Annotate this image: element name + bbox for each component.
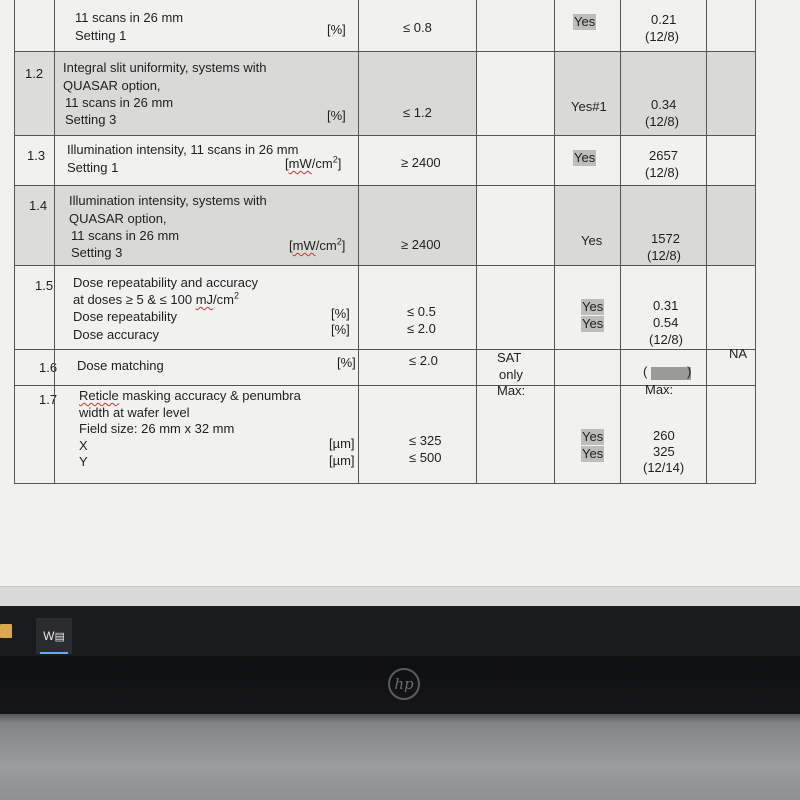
description-cell (54, 186, 358, 265)
description-cell (54, 266, 358, 349)
description-line: Reticle masking accuracy & penumbra (79, 388, 301, 403)
unit-label: [µm] (329, 453, 355, 468)
value-cell (620, 136, 706, 185)
measured-date: (12/8) (645, 165, 679, 180)
na-cell (706, 52, 756, 135)
description-line: Illumination intensity, 11 scans in 26 mm (67, 142, 299, 157)
redacted-value (651, 365, 691, 381)
description-line: 11 scans in 26 mm (75, 10, 184, 25)
status-label: only (499, 367, 523, 382)
row-id-cell (14, 186, 54, 265)
spec-value: ≤ 2.0 (409, 353, 438, 368)
page-bottom-edge (0, 586, 800, 606)
measured-date: (12/8) (647, 248, 681, 263)
na-cell (706, 186, 756, 265)
ok-cell (554, 0, 620, 51)
ok-cell (554, 52, 620, 135)
ok-value: Yes (582, 446, 604, 461)
description-line: Setting 3 (71, 245, 123, 260)
na-cell (706, 136, 756, 185)
description-line: width at wafer level (79, 405, 190, 420)
description-line: 11 scans in 26 mm (71, 228, 180, 243)
max-label: Max: (645, 382, 674, 397)
row-id: 1.6 (39, 360, 58, 375)
spec-value: ≤ 325 (409, 433, 442, 448)
value-cell (620, 350, 706, 385)
status-label: SAT (497, 350, 522, 365)
description-line: Setting 3 (65, 112, 117, 127)
ok-cell (554, 350, 620, 385)
spec-value: ≤ 500 (409, 450, 442, 465)
row-id-cell (14, 350, 58, 385)
description-line: Setting 1 (75, 28, 127, 43)
spec-cell (358, 266, 476, 349)
description-line: Field size: 26 mm x 32 mm (79, 421, 235, 436)
spec-cell (358, 386, 476, 483)
row-id: 1.3 (27, 148, 46, 163)
row-id-cell (14, 136, 54, 185)
hp-logo (388, 668, 420, 700)
spec-cell (358, 52, 476, 135)
value-cell (620, 52, 706, 135)
measured-value: 0.54 (653, 315, 679, 330)
status-cell (476, 0, 554, 51)
unit-label: $[mW/cm^2]$ (285, 154, 342, 171)
ok-value: Yes (581, 233, 603, 248)
table-row-1-1 (14, 0, 756, 52)
ok-cell (554, 186, 620, 265)
status-cell (476, 136, 554, 185)
description-cell (54, 0, 358, 51)
measured-value: 0.21 (651, 12, 677, 27)
description-line: Dose repeatability and accuracy (73, 275, 258, 290)
spec-value: ≤ 0.8 (403, 20, 432, 35)
status-cell (476, 383, 554, 483)
description-line: QUASAR option, (69, 211, 167, 226)
unit-label: $[mW/cm^2]$ (289, 236, 346, 253)
status-cell (476, 266, 554, 349)
ok-cell (554, 136, 620, 185)
ok-value: Yes (582, 316, 604, 331)
ok-value: Yes#1 (571, 99, 607, 114)
description-line: Illumination intensity, systems with (69, 193, 267, 208)
row-id-cell (14, 266, 54, 349)
measured-value: 0.31 (653, 298, 679, 313)
measured-value: 325 (653, 444, 675, 459)
description-line: QUASAR option, (63, 78, 161, 93)
description-cell (54, 136, 358, 185)
table-row-1-6 (14, 346, 756, 386)
unit-label: [%] (337, 355, 356, 370)
word-app-icon[interactable]: W ▤ (36, 618, 72, 654)
description-line: X (79, 438, 88, 453)
measured-date: (12/8) (649, 332, 683, 347)
word-icon-label: W (43, 629, 55, 643)
spec-cell (358, 186, 476, 265)
measured-date: (12/8) (645, 114, 679, 129)
unit-label: [µm] (329, 436, 355, 451)
status-cell (476, 52, 554, 135)
measured-date: (12/8) (645, 29, 679, 44)
taskbar (0, 606, 800, 656)
spec-value: ≤ 0.5 (407, 304, 436, 319)
na-cell (706, 0, 756, 51)
spec-cell (358, 136, 476, 185)
row-id-cell (14, 0, 54, 51)
row-id: 1.4 (29, 198, 48, 213)
description-cell (54, 350, 358, 385)
table-row-1-4 (14, 186, 756, 266)
description-line: Dose accuracy (73, 327, 159, 342)
measured-value: 2657 (649, 148, 678, 163)
monitor-stand-edge (0, 714, 800, 724)
description-line: Integral slit uniformity, systems with (63, 60, 267, 75)
status-cell (476, 186, 554, 265)
na-cell (706, 346, 756, 385)
spec-value: ≤ 2.0 (407, 321, 436, 336)
table-row-1-3 (14, 136, 756, 186)
active-app-indicator (40, 652, 68, 654)
row-id: 1.7 (39, 392, 58, 407)
unit-label: [%] (327, 108, 346, 123)
unit-label: [%] (327, 22, 346, 37)
status-cell (476, 350, 554, 385)
desk-surface (0, 714, 800, 800)
description-cell (54, 52, 358, 135)
ok-value: Yes (582, 299, 604, 314)
table-row-1-5 (14, 266, 756, 350)
row-id: 1.2 (25, 66, 44, 81)
hp-logo-text: hp (394, 675, 414, 693)
measured-value: 0.34 (651, 97, 677, 112)
description-line: Y (79, 454, 88, 469)
value-cell (620, 0, 706, 51)
value-cell (620, 266, 706, 349)
spec-cell (358, 350, 476, 385)
row-id: 1.5 (35, 278, 54, 293)
ok-cell (554, 266, 620, 349)
description-line: at doses ≥ 5 & ≤ 100 $mJ/cm^2$ (73, 290, 239, 307)
na-value: NA (729, 346, 748, 361)
na-cell (706, 266, 756, 349)
measured-date: (12/14) (643, 460, 685, 475)
spec-value: ≥ 2400 (401, 237, 441, 252)
unit-label: [%] (331, 322, 350, 337)
status-label: Max: (497, 383, 526, 398)
spec-value: ≤ 1.2 (403, 105, 432, 120)
ok-cell (554, 386, 620, 483)
ok-value: Yes (574, 150, 596, 165)
description-line: Setting 1 (67, 160, 119, 175)
ok-value: Yes (574, 14, 596, 29)
unit-label: [%] (331, 306, 350, 321)
description-cell (54, 386, 358, 483)
folder-icon[interactable] (0, 624, 12, 638)
value-cell (620, 186, 706, 265)
measured-value: 1572 (651, 231, 680, 246)
value-cell (620, 382, 706, 483)
measured-value: 260 (653, 428, 675, 443)
row-id-cell (14, 52, 54, 135)
description-line: Dose matching (77, 358, 164, 373)
description-line: 11 scans in 26 mm (65, 95, 174, 110)
description-line: Dose repeatability (73, 309, 178, 324)
ok-value: Yes (582, 429, 604, 444)
value-close-paren: ) (687, 364, 692, 379)
table-row-1-2 (14, 52, 756, 136)
value-open-paren: ( (643, 364, 648, 379)
spec-value: ≥ 2400 (401, 155, 441, 170)
na-cell (706, 386, 756, 483)
table-row-1-7 (14, 382, 756, 484)
row-id-cell (14, 386, 58, 483)
spec-cell (358, 0, 476, 51)
